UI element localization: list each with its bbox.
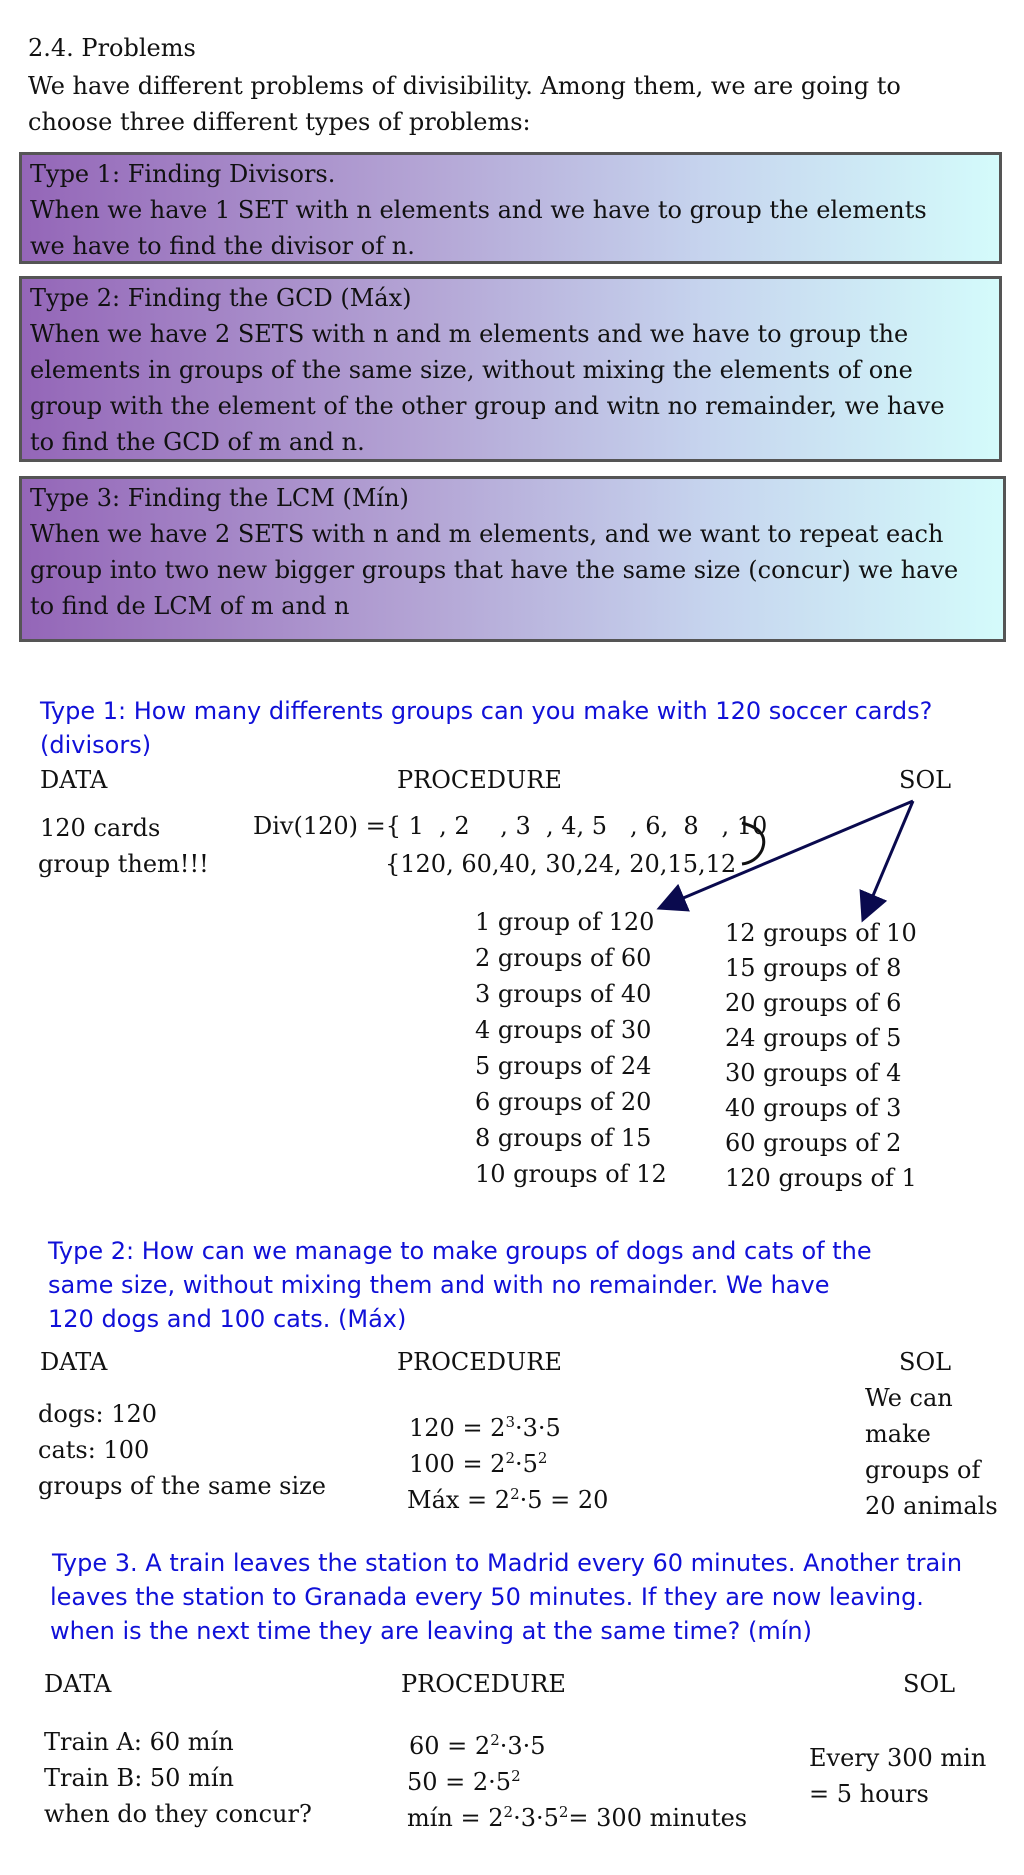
group-item: 10 groups of 12: [475, 1160, 667, 1188]
problem3-question-line: leaves the station to Granada every 50 minutes. If they are now leaving.: [50, 1583, 924, 1611]
problem3-question-line: when is the next time they are leaving at the same time? (mín): [50, 1617, 812, 1645]
group-item: 15 groups of 8: [725, 954, 902, 982]
intro-line-1: We have different problems of divisibility. Among them, we are going to: [28, 72, 901, 100]
problem2-sol-line: 20 animals: [865, 1492, 998, 1520]
problem2-proc-line: $120 = 2^3\cdot 3\cdot 5$: [409, 1413, 561, 1442]
group-item: 12 groups of 10: [725, 919, 917, 947]
type3-box-line: When we have 2 SETS with n and m elements, and we want to repeat each: [30, 520, 944, 548]
type2-box-line: elements in groups of the same size, without mixing the elements of one: [30, 356, 913, 384]
problem2-data-line: groups of the same size: [38, 1472, 326, 1500]
problem3-data-line: Train B: 50 mín: [44, 1764, 234, 1792]
bracket-icon: [742, 823, 764, 864]
type1-box-line: When we have 1 SET with n elements and we have to group the elements: [30, 196, 927, 224]
problem3-sol-header: SOL: [903, 1670, 956, 1698]
type3-box-title: Type 3: Finding the LCM (Mín): [30, 484, 409, 512]
group-item: 8 groups of 15: [475, 1124, 652, 1152]
group-item: 2 groups of 60: [475, 944, 652, 972]
type2-box-line: to find the GCD of m and n.: [30, 428, 365, 456]
group-item: 4 groups of 30: [475, 1016, 652, 1044]
problem2-proc-line: Máx = $2^2\cdot 5 = 20$: [407, 1485, 609, 1514]
problem3-sol-line: = 5 hours: [809, 1780, 929, 1808]
group-item: 3 groups of 40: [475, 980, 652, 1008]
type2-box-title: Type 2: Finding the GCD (Máx): [30, 284, 412, 312]
type2-box-line: group with the element of the other group and witn no remainder, we have: [30, 392, 945, 420]
problem2-procedure-header: PROCEDURE: [397, 1348, 562, 1376]
group-item: 24 groups of 5: [725, 1024, 902, 1052]
problem3-proc-line: $50 = 2\cdot 5^2$: [407, 1767, 521, 1796]
problem2-sol-line: groups of: [865, 1456, 981, 1484]
problem3-data-line: Train A: 60 mín: [44, 1728, 234, 1756]
type2-box-line: When we have 2 SETS with n and m elements and we have to group the: [30, 320, 909, 348]
groups-right-list: [725, 916, 945, 1196]
type3-box-line: group into two new bigger groups that have the same size (concur) we have: [30, 556, 959, 584]
problem2-data-line: cats: 100: [38, 1436, 150, 1464]
group-item: 6 groups of 20: [475, 1088, 652, 1116]
problem1-sol-header: SOL: [899, 766, 952, 794]
problem3-question-line: Type 3. A train leaves the station to Madrid every 60 minutes. Another train: [52, 1549, 963, 1577]
type3-box-line: to find de LCM of m and n: [30, 592, 350, 620]
problem1-data-header: DATA: [40, 766, 108, 794]
problem2-sol-line: make: [865, 1420, 931, 1448]
group-item: 1 group of 120: [475, 908, 655, 936]
divisors-line-1: Div(120) ={ 1 , 2 , 3 , 4, 5 , 6, 8 , 10: [253, 812, 768, 840]
problem2-data-line: dogs: 120: [38, 1400, 158, 1428]
problem3-sol-line: Every 300 min: [809, 1744, 987, 1772]
group-item: 5 groups of 24: [475, 1052, 652, 1080]
problem2-data-header: DATA: [40, 1348, 108, 1376]
problem3-proc-line: mín = $2^2\cdot 3\cdot 5^2= 300$ minutes: [407, 1803, 748, 1832]
problem2-sol-header: SOL: [899, 1348, 952, 1376]
problem2-question-line: same size, without mixing them and with no remainder. We have: [48, 1271, 830, 1299]
section-heading: 2.4. Problems: [28, 34, 196, 62]
problem3-data-line: when do they concur?: [44, 1800, 312, 1828]
group-item: 120 groups of 1: [725, 1164, 917, 1192]
problem3-solution: [809, 1740, 1019, 1812]
problem2-sol-line: We can: [865, 1384, 953, 1412]
problem1-procedure-header: PROCEDURE: [397, 766, 562, 794]
group-item: 60 groups of 2: [725, 1129, 902, 1157]
type1-box-line: we have to find the divisor of n.: [30, 232, 415, 260]
problem1-data-line: 120 cards: [40, 814, 161, 842]
problem1-question-line: (divisors): [40, 731, 152, 759]
problem3-procedure-header: PROCEDURE: [401, 1670, 566, 1698]
problem2-solution: [865, 1380, 1015, 1524]
problem1-data-line: group them!!!: [38, 850, 209, 878]
group-item: 30 groups of 4: [725, 1059, 902, 1087]
group-item: 40 groups of 3: [725, 1094, 902, 1122]
groups-left-list: [475, 904, 685, 1192]
problem2-question-line: Type 2: How can we manage to make groups of dogs and cats of the: [48, 1237, 872, 1265]
intro-line-2: choose three different types of problems:: [28, 108, 531, 136]
divisors-line-2: {120, 60,40, 30,24, 20,15,12: [385, 850, 737, 878]
problem1-question-line: Type 1: How many differents groups can you make with 120 soccer cards?: [40, 697, 933, 725]
problem2-proc-line: $100 = 2^2\cdot 5^2$: [409, 1449, 548, 1478]
problem3-data-header: DATA: [44, 1670, 112, 1698]
problem2-question-line: 120 dogs and 100 cats. (Máx): [48, 1305, 407, 1333]
group-item: 20 groups of 6: [725, 989, 902, 1017]
problem3-proc-line: $60 = 2^2\cdot 3\cdot 5$: [409, 1731, 546, 1760]
type1-box-title: Type 1: Finding Divisors.: [30, 160, 336, 188]
